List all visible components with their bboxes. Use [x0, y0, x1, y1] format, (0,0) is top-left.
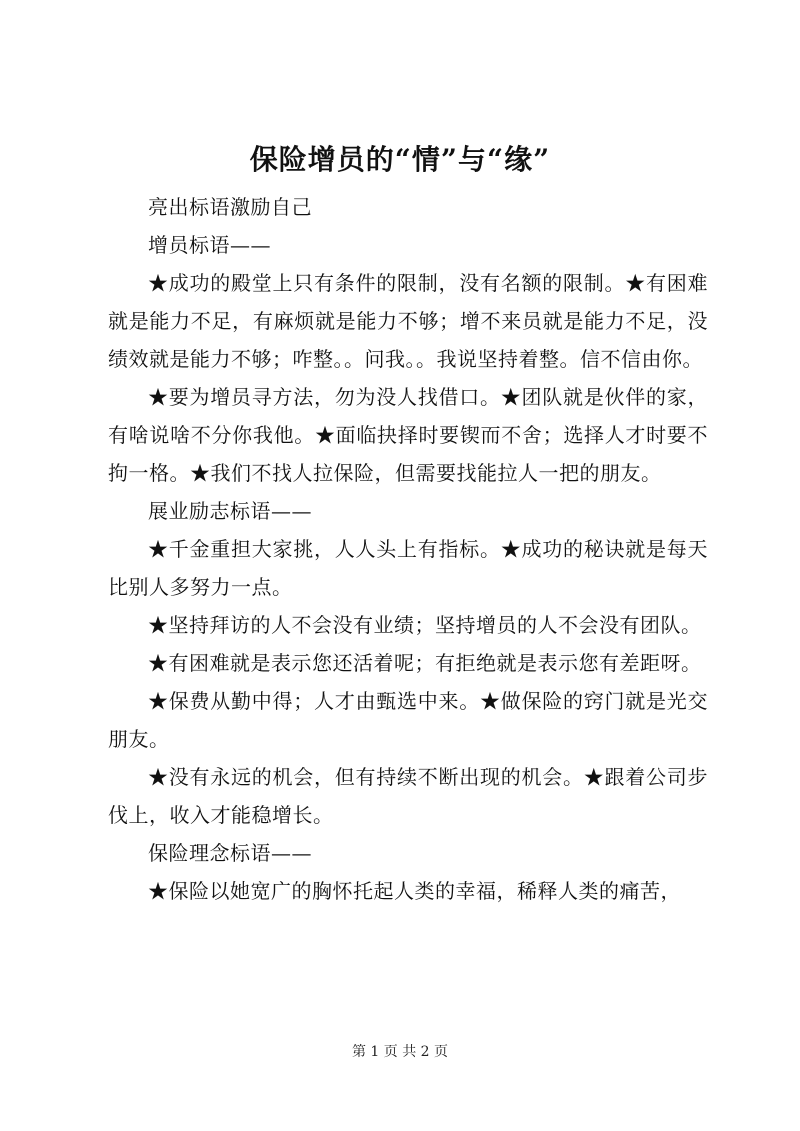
- paragraph: 增员标语——: [148, 233, 271, 257]
- paragraph: ★成功的殿堂上只有条件的限制，没有名额的限制。★有困难就是能力不足，有麻烦就是能力不够；增不来员就是能力不足，没绩效就是能力不够；咋整。。问我。。我说坚持着整。信不信由你。: [108, 271, 708, 371]
- paragraph: ★保险以她宽广的胸怀托起人类的幸福，稀释人类的痛苦，: [148, 879, 681, 903]
- paragraph: 亮出标语激励自己: [148, 195, 312, 219]
- page-footer: 第 1 页 共 2 页: [351, 1044, 449, 1060]
- document-body: [108, 188, 708, 910]
- paragraph: ★要为增员寻方法，勿为没人找借口。★团队就是伙伴的家，有啥说啥不分你我他。★面临抉择时要锲而不舍；选择人才时要不拘一格。★我们不找人拉保险，但需要找能拉人一把的朋友。: [108, 385, 708, 485]
- paragraph: ★坚持拜访的人不会没有业绩；坚持增员的人不会没有团队。: [148, 613, 702, 637]
- paragraph: ★保费从勤中得；人才由甄选中来。★做保险的窍门就是光交朋友。: [108, 689, 708, 751]
- paragraph: ★有困难就是表示您还活着呢；有拒绝就是表示您有差距呀。: [148, 651, 702, 675]
- paragraph: 展业励志标语——: [148, 499, 312, 523]
- paragraph: 保险理念标语——: [148, 841, 312, 865]
- paragraph: ★千金重担大家挑，人人头上有指标。★成功的秘诀就是每天比别人多努力一点。: [108, 537, 708, 599]
- document-title: 保险增员的“情”与“缘”: [249, 143, 551, 176]
- paragraph: ★没有永远的机会，但有持续不断出现的机会。★跟着公司步伐上，收入才能稳增长。: [108, 765, 708, 827]
